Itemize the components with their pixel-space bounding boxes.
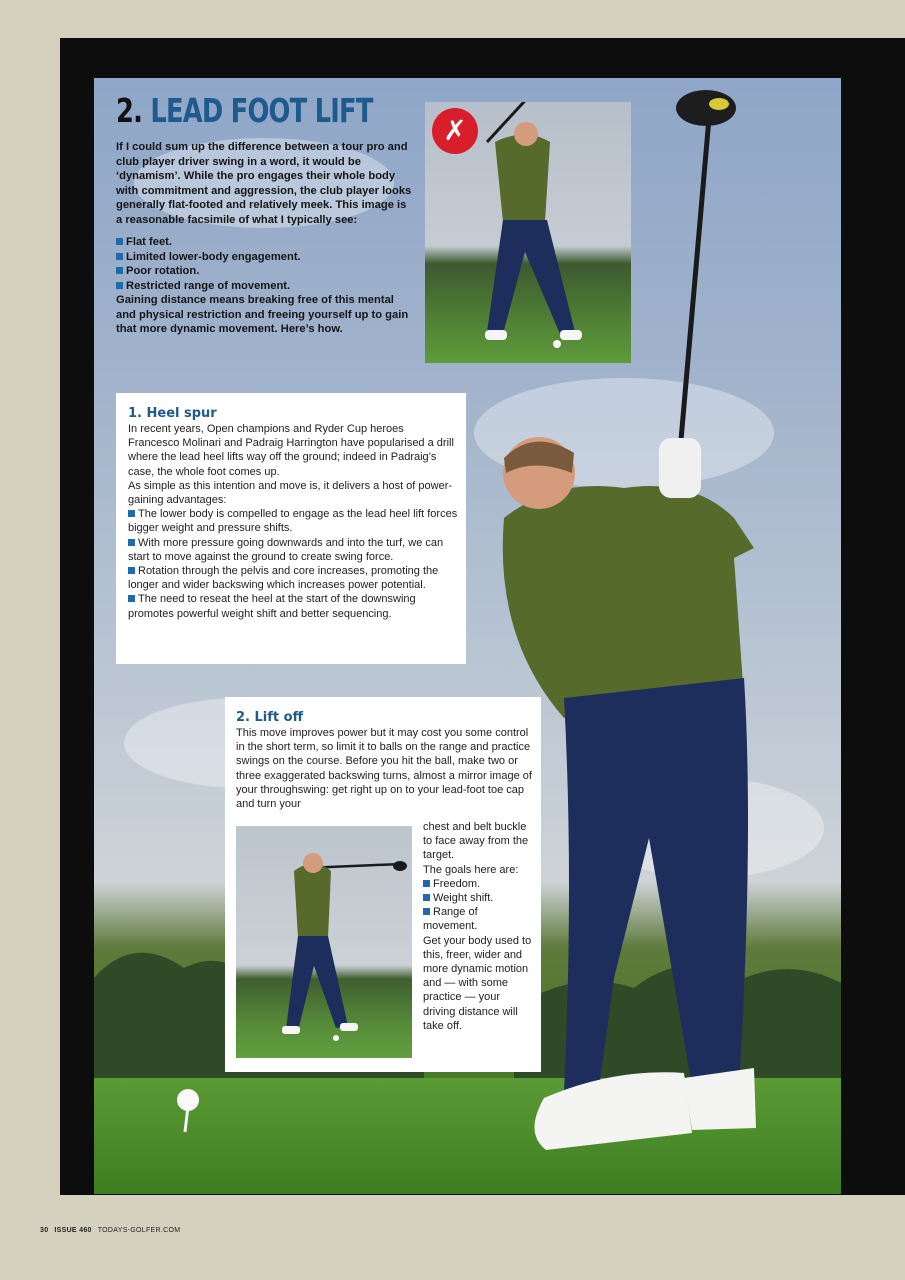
bullet-square-icon xyxy=(116,253,123,260)
inset-photo-lift-off xyxy=(236,826,412,1058)
bullet-square-icon xyxy=(116,282,123,289)
bullet-square-icon xyxy=(423,894,430,901)
list-item: Weight shift. xyxy=(423,891,535,905)
fault-list xyxy=(116,235,412,293)
website: TODAYS-GOLFER.COM xyxy=(97,1227,181,1234)
golf-ball-on-tee xyxy=(174,1088,202,1132)
list-item: Flat feet. xyxy=(116,235,412,250)
list-item: Freedom. xyxy=(423,877,535,891)
tip-paragraph: In recent years, Open champions and Ryder Cup heroes Francesco Molinari and Padraig Harrington have popularised a drill where the lead heel lifts way off the ground; indeed in Padraig’s case, the whole foot comes up. xyxy=(128,423,454,478)
bullet-square-icon xyxy=(128,567,135,574)
tip-paragraph: This move improves power but it may cost you some control in the short term, so limit it to balls on the range and practice swings on the course. Before you hit the ball, make two or three exaggerated backswing turns, almost a mirror image of your throughswing: get right up on to your lead-foot toe cap and turn your xyxy=(236,727,532,811)
bullet-square-icon xyxy=(116,267,123,274)
tip-paragraph: chest and belt buckle to face away from the target. xyxy=(423,821,529,862)
tip-title: 2. Lift off xyxy=(236,710,304,725)
list-item: Range of movement. xyxy=(423,906,478,933)
bullet-square-icon xyxy=(423,908,430,915)
list-item: The need to reseat the heel at the start of the downswing promotes powerful weight shift and better sequencing. xyxy=(128,593,416,620)
list-item: Rotation through the pelvis and core increases, promoting the longer and wider backswing which increases power potential. xyxy=(128,565,439,592)
list-item: The lower body is compelled to engage as the lead heel lift forces bigger weight and pressure shifts. xyxy=(128,508,458,535)
incorrect-x-icon: ✗ xyxy=(432,108,478,154)
page-footer xyxy=(40,1227,180,1234)
tip-title: 1. Heel spur xyxy=(128,406,217,421)
bullet-square-icon xyxy=(423,880,430,887)
section-heading: LEAD FOOT LIFT xyxy=(150,91,373,130)
intro-paragraph: If I could sum up the difference between a tour pro and club player driver swing in a word, it would be ‘dynamism’. While the pro engages their whole body with commitment and aggression, the club player looks generally flat-footed and relatively meek. This image is a reasonable facsimile of what I typically see: xyxy=(116,141,412,226)
intro-text xyxy=(116,140,412,345)
section-number: 2. xyxy=(116,91,143,130)
bullet-square-icon xyxy=(128,510,135,517)
bullet-square-icon xyxy=(128,595,135,602)
golfer-lift-off-figure xyxy=(236,826,412,1058)
tip-paragraph: Get your body used to this, freer, wider and more dynamic motion and — with some practice — your driving distance will take off. xyxy=(423,934,532,1032)
bullet-square-icon xyxy=(128,539,135,546)
intro-closing: Gaining distance means breaking free of this mental and physical restriction and freeing yourself up to gain that more dynamic movement. Here’s how. xyxy=(116,294,409,335)
tip-paragraph: As simple as this intention and move is, it delivers a host of power-gaining advantages: xyxy=(128,479,453,507)
issue-label: ISSUE 460 xyxy=(54,1227,92,1234)
tip-paragraph: The goals here are: xyxy=(423,863,519,876)
section-title xyxy=(116,92,373,130)
list-item: With more pressure going downwards and into the turf, we can start to move against the ground to create swing force. xyxy=(128,536,444,563)
tip-card-heel-spur xyxy=(116,393,466,664)
bullet-square-icon xyxy=(116,238,123,245)
page-number: 30 xyxy=(40,1227,49,1234)
list-item: Restricted range of movement. xyxy=(116,279,412,294)
list-item: Poor rotation. xyxy=(116,264,412,279)
list-item: Limited lower-body engagement. xyxy=(116,250,412,265)
